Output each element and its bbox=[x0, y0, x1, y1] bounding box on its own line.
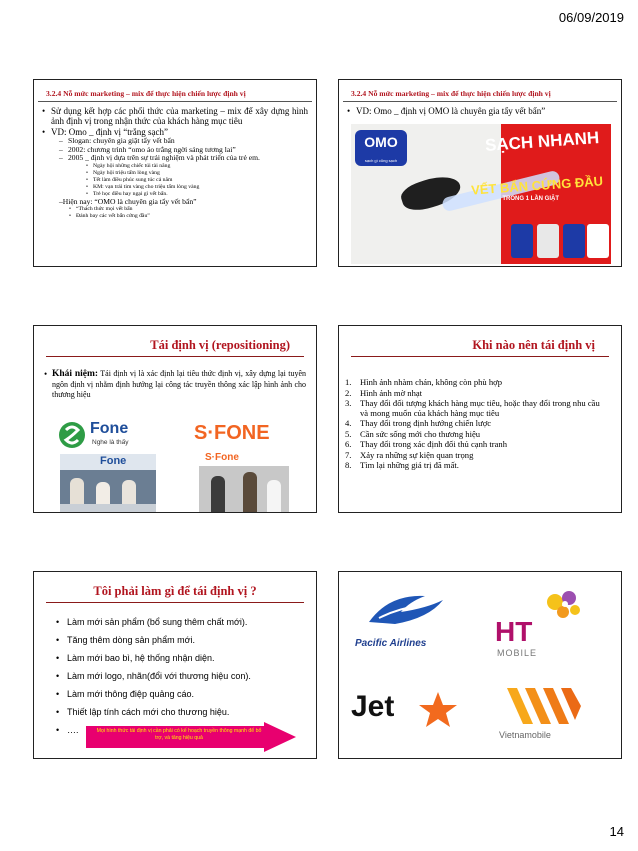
sub3-item: • Tết làm điều phúc sung túc cả năm bbox=[86, 177, 308, 184]
fone-old-slogan: Nghe là thấy bbox=[92, 439, 129, 446]
bullet-item: • …. bbox=[56, 721, 306, 739]
item-number: 5. bbox=[345, 428, 352, 439]
page-number: 14 bbox=[609, 824, 624, 839]
bullet-text: VD: Omo _ định vị “trắng sạch” bbox=[51, 127, 168, 137]
list-item bbox=[345, 451, 601, 461]
store-sign-text: S·Fone bbox=[205, 452, 239, 463]
person-figure bbox=[267, 480, 281, 512]
item-number: 8. bbox=[345, 460, 352, 470]
item-number: 4. bbox=[345, 418, 352, 428]
sub-item: – 2002: chương trình “omo áo trắng ngời sáng tương lai” bbox=[59, 146, 308, 155]
bullet-item: • VD: Omo _ định vị OMO là chuyên gia tẩy vết bẩn” bbox=[347, 106, 613, 116]
ht-wordmark: HT bbox=[495, 616, 533, 647]
sub-item bbox=[59, 154, 308, 198]
person-figure bbox=[211, 476, 225, 512]
concept-label: Khái niệm: bbox=[52, 369, 99, 379]
vietnamobile-w-icon bbox=[489, 684, 594, 728]
pacific-airlines-logo bbox=[349, 588, 461, 658]
pacific-airlines-wordmark: Pacific Airlines bbox=[355, 638, 427, 649]
slide-3 bbox=[33, 325, 317, 513]
list-item bbox=[345, 461, 601, 471]
bullet-item: • Sử dụng kết hợp các phối thức của marketing – mix để xây dựng hình ảnh định vị trong nhận thức của khách hàng mục tiêu bbox=[42, 106, 308, 126]
bullet-item: • Làm mới sản phẩm (bổ sung thêm chất mới). bbox=[56, 613, 306, 631]
slide-title: Tái định vị (repositioning) bbox=[46, 326, 304, 357]
ht-mobile-wordmark: MOBILE bbox=[497, 648, 538, 658]
item-text: Cần sức sống mới cho thương hiệu bbox=[360, 428, 481, 439]
store-photo-1 bbox=[60, 454, 156, 513]
ad-tagline: TRONG 1 LẦN GIẶT bbox=[502, 196, 559, 202]
slide-6 bbox=[338, 571, 622, 759]
callout-text: Mọi hình thức tái định vị cần phải có kế hoạch truyền thông mạnh để bổ trợ, và tăng hiệu quả bbox=[96, 728, 262, 741]
sub-item-text: 2005 _ định vị dựa trên sự trải nghiệm và phát triển của trẻ em. bbox=[68, 153, 260, 162]
slide-title: Khi nào nên tái định vị bbox=[351, 326, 609, 357]
counter bbox=[60, 504, 156, 513]
store-photo-2 bbox=[199, 450, 289, 512]
item-number: 3. bbox=[345, 398, 352, 408]
person-figure bbox=[243, 472, 257, 512]
slide-2 bbox=[338, 79, 622, 267]
omo-logo-sub: sạch gì cũng sạch bbox=[364, 158, 398, 163]
omo-pack bbox=[587, 224, 609, 258]
item-number: 7. bbox=[345, 449, 352, 460]
fone-old-wordmark: Fone bbox=[90, 420, 129, 437]
slide-title: Tôi phải làm gì để tái định vị ? bbox=[46, 572, 304, 603]
item-number: 6. bbox=[345, 439, 352, 449]
list-item bbox=[345, 419, 601, 429]
list-item bbox=[345, 430, 601, 440]
omo-pack bbox=[537, 224, 559, 258]
ad-headline: SẠCH NHANH bbox=[484, 128, 600, 155]
bullet-item: • Làm mới thông điệp quảng cáo. bbox=[56, 685, 306, 703]
jetstar-logo bbox=[349, 690, 461, 732]
omo-ad-image bbox=[351, 124, 611, 264]
sub3-item: • KM: vạn trái tim vàng cho triệu tấm lòng vàng bbox=[86, 184, 308, 191]
sfone-new-logo: S·FONE bbox=[194, 422, 270, 444]
omo-pack bbox=[563, 224, 585, 258]
vietnamobile-logo bbox=[489, 684, 594, 746]
bullet-item bbox=[42, 127, 308, 220]
list-item bbox=[345, 440, 601, 450]
now-line: –Hiện nay: “OMO là chuyên gia tẩy vết bẩn” bbox=[59, 196, 197, 206]
bullet-list bbox=[34, 102, 316, 220]
omo-pack bbox=[511, 224, 533, 258]
airline-bird-icon bbox=[349, 588, 461, 640]
item-number: 1. bbox=[345, 377, 352, 387]
star-icon bbox=[419, 692, 457, 728]
sub-item: – Slogan: chuyên gia giặt tẩy vết bẩn bbox=[59, 137, 308, 146]
slide-title: 3.2.4 Nỗ mức marketing – mix để thực hiện chiến lược định vị bbox=[38, 80, 312, 102]
ad-subheadline: VẾT BẨN CỨNG ĐẦU bbox=[470, 173, 604, 198]
sub3-item: • “Thách thức mọi vết bẩn bbox=[69, 206, 308, 213]
item-text: Thay đổi trong định hướng chiến lược bbox=[360, 418, 492, 428]
store-sign-text: Fone bbox=[100, 455, 127, 467]
item-text: Tìm lại những giá trị đã mất. bbox=[360, 460, 459, 470]
print-date: 06/09/2019 bbox=[558, 10, 624, 25]
bullet-item: • Làm mới logo, nhãn(đổi với thương hiệu con). bbox=[56, 667, 306, 685]
sub3-item: • Ngày hội triệu tấm lòng vàng bbox=[86, 170, 308, 177]
sub-list bbox=[51, 137, 308, 198]
sub3-item: • Đánh bay các vết bẩn cứng đầu” bbox=[69, 213, 308, 220]
list-item bbox=[345, 389, 601, 399]
bullet-item: • Làm mới bao bì, hệ thống nhận diện. bbox=[56, 649, 306, 667]
numbered-list bbox=[339, 357, 621, 471]
slide-title: 3.2.4 Nỗ mức marketing – mix để thực hiện chiến lược định vị bbox=[343, 80, 617, 102]
list-item bbox=[345, 378, 601, 388]
item-text: Hình ảnh nhàm chán, không còn phù hợp bbox=[360, 377, 503, 387]
item-number: 2. bbox=[345, 387, 352, 398]
jet-wordmark: Jet bbox=[351, 690, 395, 723]
sub3-list bbox=[51, 206, 308, 220]
item-text: Hình ảnh mờ nhạt bbox=[360, 387, 423, 398]
sub3-list bbox=[68, 163, 308, 198]
vietnamobile-wordmark: Vietnamobile bbox=[499, 730, 551, 740]
slide-1 bbox=[33, 79, 317, 267]
ht-mobile-logo bbox=[489, 588, 594, 663]
item-text: Thay đổi trong xác định đối thủ cạnh tranh bbox=[360, 439, 508, 449]
sub3-item: • Trẻ học điều hay ngại gì vết bẩn. bbox=[86, 191, 308, 198]
sub3-item: • Ngày hội những chiếc túi tài năng bbox=[86, 163, 308, 170]
slide-4 bbox=[338, 325, 622, 513]
fone-old-logo bbox=[58, 420, 150, 450]
bullet-item: • Thiết lập tính cách mới cho thương hiệu. bbox=[56, 703, 306, 721]
concept-body: Tái định vị là xác định lại tiêu thức định vị, xây dựng lại tuyên ngôn định vị nhằm định hướng lại công tác truyền thông xác lập hình ảnh cho thương hiệu bbox=[52, 369, 307, 399]
bullet-item: • Tăng thêm dòng sản phẩm mới. bbox=[56, 631, 306, 649]
omo-logo-text: OMO bbox=[364, 134, 398, 150]
bullet-list bbox=[34, 603, 316, 739]
item-text: Xảy ra những sự kiện quan trọng bbox=[360, 449, 474, 460]
item-text: Thay đổi đối tượng khách hàng mục tiêu, hoặc thay đổi trong nhu cầu và mong muốn của khách hàng mục tiêu bbox=[360, 398, 600, 418]
omo-logo bbox=[355, 130, 407, 166]
slide-5 bbox=[33, 571, 317, 759]
concept-text bbox=[34, 357, 316, 401]
bullet-list bbox=[339, 102, 621, 116]
list-item bbox=[345, 399, 601, 418]
